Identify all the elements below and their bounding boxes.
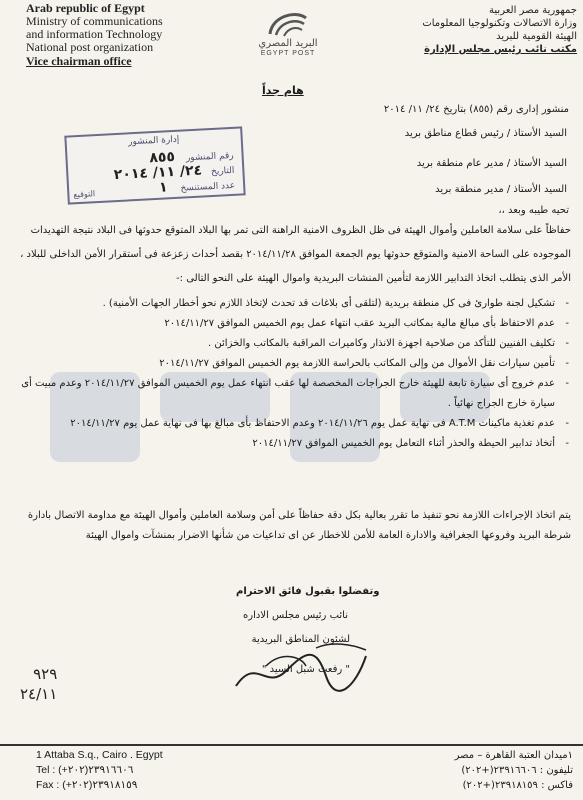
registry-stamp (64, 126, 245, 204)
footer-english (36, 748, 236, 793)
paragraph-intro: حفاظاً على سلامة العاملين وأموال الهيئة فى ظل الظروف الامنية الراهنة التى تمر بها البلاد المتوقع حدوثها فى البلاد نتيجة التهديدات الموجوده على الساحة الامنية والمتوقع حدوثها يوم الجمعة الموافق ٢٠١٤/١١/٢٨ بقصد أحداث زعزعة فى أستقرار الأمن الداخلى للبلاد ، الأمر الذى يتطلب اتخاذ التدابير اللازمة لتأمين المنشات البريدية واموال الهيئة على النحو التالى :- (20, 225, 571, 284)
addressee-3: السيد الأستاذ / مدير منطقة بريد (435, 184, 567, 195)
paragraph-closing: يتم اتخاذ الإجراءات اللازمة نحو تنفيذ ما تقرر بعالية بكل دقة حفاظاً على أمن وسلامة العاملين وأموال الهيئة مع مداومة الاتصال بادارة شرطة البريد وفروعها الجغرافية والادارة العامة للأمن للاخطار عن اى تداعيات من شأنها الاضرار بمنشآت واموال الهيئة (27, 510, 571, 541)
header-ar-office: مكتب نائب رئيس مجلس الإدارة (424, 44, 577, 55)
header-ar-line3: الهيئة القومية للبريد (496, 31, 577, 42)
handwritten-number (20, 664, 57, 704)
addressee-1: السيد الأستاذ / رئيس قطاع مناطق بريد (404, 128, 567, 139)
footer-ar-tel: تليفون : ٢٣٩١٦٦٠٦(+٢٠٢) (461, 765, 573, 776)
list-item: - عدم خروج أى سيارة تابعة للهيئة خارج الجراجات المخصصة لها عقب انتهاء عمل يوم الخميس الموافق ٢٠١٤/١١/٢٧ وعدم مبيت أى سيارة خارج الجراج نهائياً . (21, 378, 569, 409)
handwritten-number-line2: ٢٤/١١ (20, 685, 58, 703)
greeting: تحيه طيبه وبعد ،، (498, 205, 569, 216)
list-item-text: تأمين سيارات نقل الأموال من وإلى المكاتب بالحراسة اللازمة يوم الخميس الموافق ٢٠١٤/١١/٢٧ (159, 358, 555, 369)
header-en-line1: Arab republic of Egypt (26, 1, 145, 15)
egypt-post-logo (250, 8, 326, 70)
footer-en-address: 1 Attaba S.q., Cairo . Egypt (36, 749, 163, 761)
list-item-text: عدم خروج أى سيارة تابعة للهيئة خارج الجراجات المخصصة لها عقب انتهاء عمل يوم الخميس الموافق ٢٠١٤/١١/٢٧ وعدم مبيت أى سيارة خارج الجراج نهائياً . (21, 378, 555, 409)
footer-ar-address: ١ميدان العتبة القاهرة – مصر (454, 750, 573, 761)
footer-divider (0, 744, 583, 746)
list-item: - تشكيل لجنة طوارئ فى كل منطقة بريدية (لتلقى أى بلاغات قد تحدث لإتخاذ اللازم نحو أخطار الجهات الأمنية) . (102, 298, 569, 309)
stamp-date: ٢٤/ ١١/ ٢٠١٤ (113, 162, 203, 184)
header-ar-line1: جمهورية مصر العربية (489, 5, 577, 16)
list-item: - تكليف الفنيين للتأكد من صلاحية اجهزة الانذار وكاميرات المراقبة بالمكاتب والخزائن . (208, 338, 569, 349)
stamp-number: ٨٥٥ (148, 148, 176, 167)
footer-en-tel: Tel : (+٢٠٢)٢٣٩١٦٦٠٦ (36, 764, 134, 776)
circular-number: منشور إدارى رقم (٨٥٥) بتاريخ ٢٤/ ١١/ ٢٠١٤ (383, 104, 569, 115)
list-item: - عدم تغذية ماكينات A.T.M فى نهاية عمل يوم ٢٠١٤/١١/٢٦ وعدم الاحتفاظ بأى مبالغ بها فى نهاية عمل يوم ٢٠١٤/١١/٢٧ (70, 418, 569, 429)
stamp-count-label: عدد المستنسخ (180, 180, 236, 194)
header-en-line2: Ministry of communications (26, 14, 163, 28)
list-item: - أتخاذ تدابير الحيطة والحذر أثناء التعامل يوم الخميس الموافق ٢٠١٤/١١/٢٧ (252, 438, 569, 449)
addressee-2: السيد الأستاذ / مدير عام منطقة بريد (416, 158, 567, 169)
signoff-dept: لشئون المناطق البريدية (251, 634, 350, 645)
urgent-label: هام جداً (262, 84, 304, 97)
footer-en-fax: Fax : (+٢٠٢)٢٣٩١٨١٥٩ (36, 779, 138, 791)
post-emblem-icon (266, 8, 310, 38)
list-item-text: عدم الاحتفاظ بأى مبالغ مالية بمكاتب البريد عقب انتهاء عمل يوم الخميس الموافق ٢٠١٤/١١/٢٧ (164, 318, 555, 329)
footer-arabic (353, 748, 573, 793)
header-en-line4: National post organization (26, 40, 154, 54)
list-item-text: تشكيل لجنة طوارئ فى كل منطقة بريدية (لتلقى أى بلاغات قد تحدث لإتخاذ اللازم نحو أخطار الجهات الأمنية) . (102, 298, 555, 309)
list-item: - عدم الاحتفاظ بأى مبالغ مالية بمكاتب البريد عقب انتهاء عمل يوم الخميس الموافق ٢٠١٤/١١/٢٧ (164, 318, 569, 329)
stamp-signature-label: التوقيع (73, 189, 96, 200)
stamp-date-label: التاريخ (210, 165, 235, 178)
signoff-name: " رفعت شبل السيد " (261, 664, 350, 675)
header-english (26, 2, 226, 68)
measures-list (9, 294, 569, 454)
handwritten-signature (226, 636, 376, 696)
list-item-text: تكليف الفنيين للتأكد من صلاحية اجهزة الانذار وكاميرات المراقبة بالمكاتب والخزائن . (208, 338, 555, 349)
logo-english-text: EGYPT POST (260, 50, 316, 57)
header-en-office: Vice chairman office (26, 54, 132, 68)
header-en-line3: and information Technology (26, 27, 163, 41)
stamp-title: إدارة المنشور (127, 134, 180, 148)
header-arabic (337, 4, 577, 56)
list-item-text: عدم تغذية ماكينات A.T.M فى نهاية عمل يوم ٢٠١٤/١١/٢٦ وعدم الاحتفاظ بأى مبالغ بها فى نهاية عمل يوم ٢٠١٤/١١/٢٧ (70, 418, 555, 429)
stamp-count: ١ (158, 179, 168, 196)
header-ar-line2: وزارة الاتصالات وتكنولوجيا المعلومات (422, 18, 577, 29)
list-item-text: أتخاذ تدابير الحيطة والحذر أثناء التعامل يوم الخميس الموافق ٢٠١٤/١١/٢٧ (252, 438, 555, 449)
signoff-title: نائب رئيس مجلس الاداره (243, 610, 348, 621)
list-item: - تأمين سيارات نقل الأموال من وإلى المكاتب بالحراسة اللازمة يوم الخميس الموافق ٢٠١٤/١١/٢٧ (159, 358, 569, 369)
handwritten-number-line1: ٩٢٩ (33, 665, 58, 683)
footer-ar-fax: فاكس : ٢٣٩١٨١٥٩(+٢٠٢) (462, 780, 573, 791)
stamp-number-label: رقم المنشور (185, 150, 234, 164)
closing-line: وتفضلوا بقبول فائق الاحترام (236, 586, 380, 597)
logo-arabic-text: البريد المصري (258, 38, 318, 49)
